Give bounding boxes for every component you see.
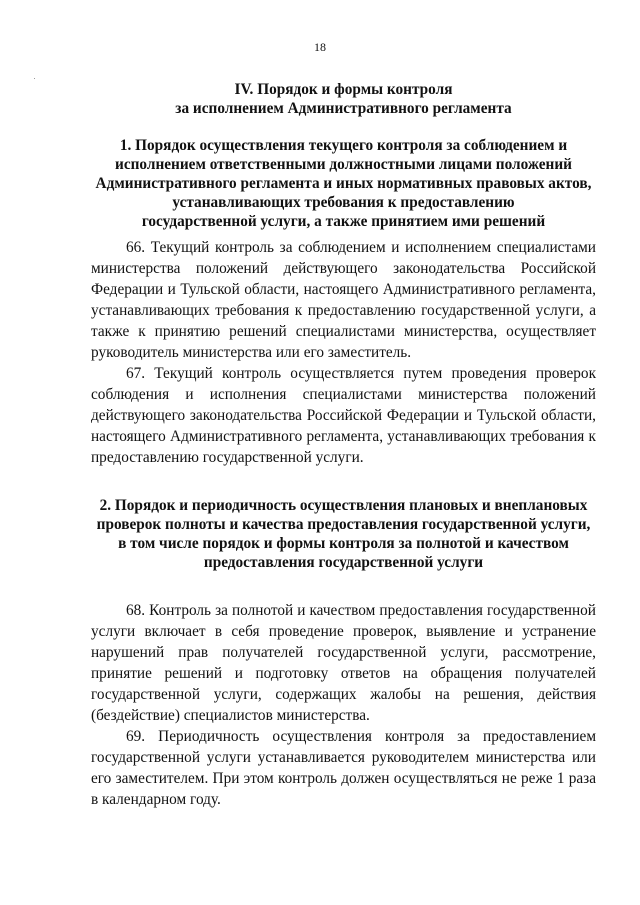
page-number: 18 [314, 40, 326, 54]
paragraph-line: его заместителем. При этом контроль должен осуществляться не реже 1 раза [91, 770, 596, 787]
subsection-1-title-line: государственной услуги, а также принятием ими решений [141, 213, 546, 230]
paragraph-67 [91, 363, 596, 468]
subsection-1-title-line: исполнением ответственными должностными лицами положений [115, 156, 572, 173]
subsection-2-heading [91, 496, 596, 572]
paragraph-line: нарушений прав получателей государственной услуги, рассмотрение, [91, 644, 596, 661]
subsection-2-title-line: 2. Порядок и периодичность осуществления плановых и внеплановых [99, 497, 588, 514]
paragraph-line: государственной услуги, содержащих жалобы на решения, действия [91, 686, 596, 703]
section-iv-title-line: за исполнением Административного регламента [175, 100, 512, 117]
subsection-2-title-line: предоставления государственной услуги [203, 554, 484, 571]
scan-dot [34, 78, 35, 79]
paragraph-line: (бездействие) специалистов министерства. [91, 707, 370, 724]
paragraph-line: устанавливающих требования к предоставлению государственной услуги, а [91, 302, 596, 319]
paragraph-line: принятие решений и подготовку ответов на обращения получателей [91, 665, 596, 682]
paragraph-line: министерства положений действующего законодательства Российской [91, 260, 596, 277]
paragraph-line: руководитель министерства или его заместитель. [91, 344, 412, 361]
paragraph-line: Федерации и Тульской области, настоящего Административного регламента, [91, 281, 596, 298]
paragraph-line: предоставлению государственной услуги. [91, 449, 364, 466]
paragraph-line: также к принятию решений специалистами министерства, осуществляет [91, 323, 596, 340]
paragraph-line: 66. Текущий контроль за соблюдением и исполнением специалистами [126, 239, 596, 256]
subsection-1-heading [91, 136, 596, 231]
subsection-2-title-line: проверок полноты и качества предоставления государственной услуги, [96, 516, 591, 533]
paragraph-line: 67. Текущий контроль осуществляется путем проведения проверок [126, 365, 596, 382]
paragraph-line: 69. Периодичность осуществления контроля за предоставлением [126, 728, 596, 745]
paragraph-line: государственной услуги устанавливается руководителем министерства или [91, 749, 596, 766]
paragraph-66 [91, 237, 596, 363]
paragraph-line: настоящего Административного регламента, устанавливающих требования к [91, 428, 596, 445]
paragraph-line: соблюдения и исполнения специалистами министерства положений [91, 386, 596, 403]
paragraph-line: услуги включает в себя проведение проверок, выявление и устранение [91, 623, 596, 640]
subsection-2-title-line: в том числе порядок и формы контроля за полнотой и качеством [118, 535, 569, 552]
section-iv-title-line: IV. Порядок и формы контроля [234, 81, 453, 98]
paragraph-69 [91, 726, 596, 810]
subsection-1-title-line: 1. Порядок осуществления текущего контроля за соблюдением и [119, 137, 568, 154]
paragraph-68 [91, 600, 596, 726]
subsection-1-title-line: устанавливающих требования к предоставлению [172, 194, 515, 211]
paragraph-line: 68. Контроль за полнотой и качеством предоставления государственной [126, 602, 596, 619]
paragraph-line: в календарном году. [91, 791, 221, 808]
section-iv-heading [91, 80, 596, 118]
paragraph-line: действующего законодательства Российской Федерации и Тульской области, [91, 407, 596, 424]
subsection-1-title-line: Административного регламента и иных нормативных правовых актов, [95, 175, 592, 192]
